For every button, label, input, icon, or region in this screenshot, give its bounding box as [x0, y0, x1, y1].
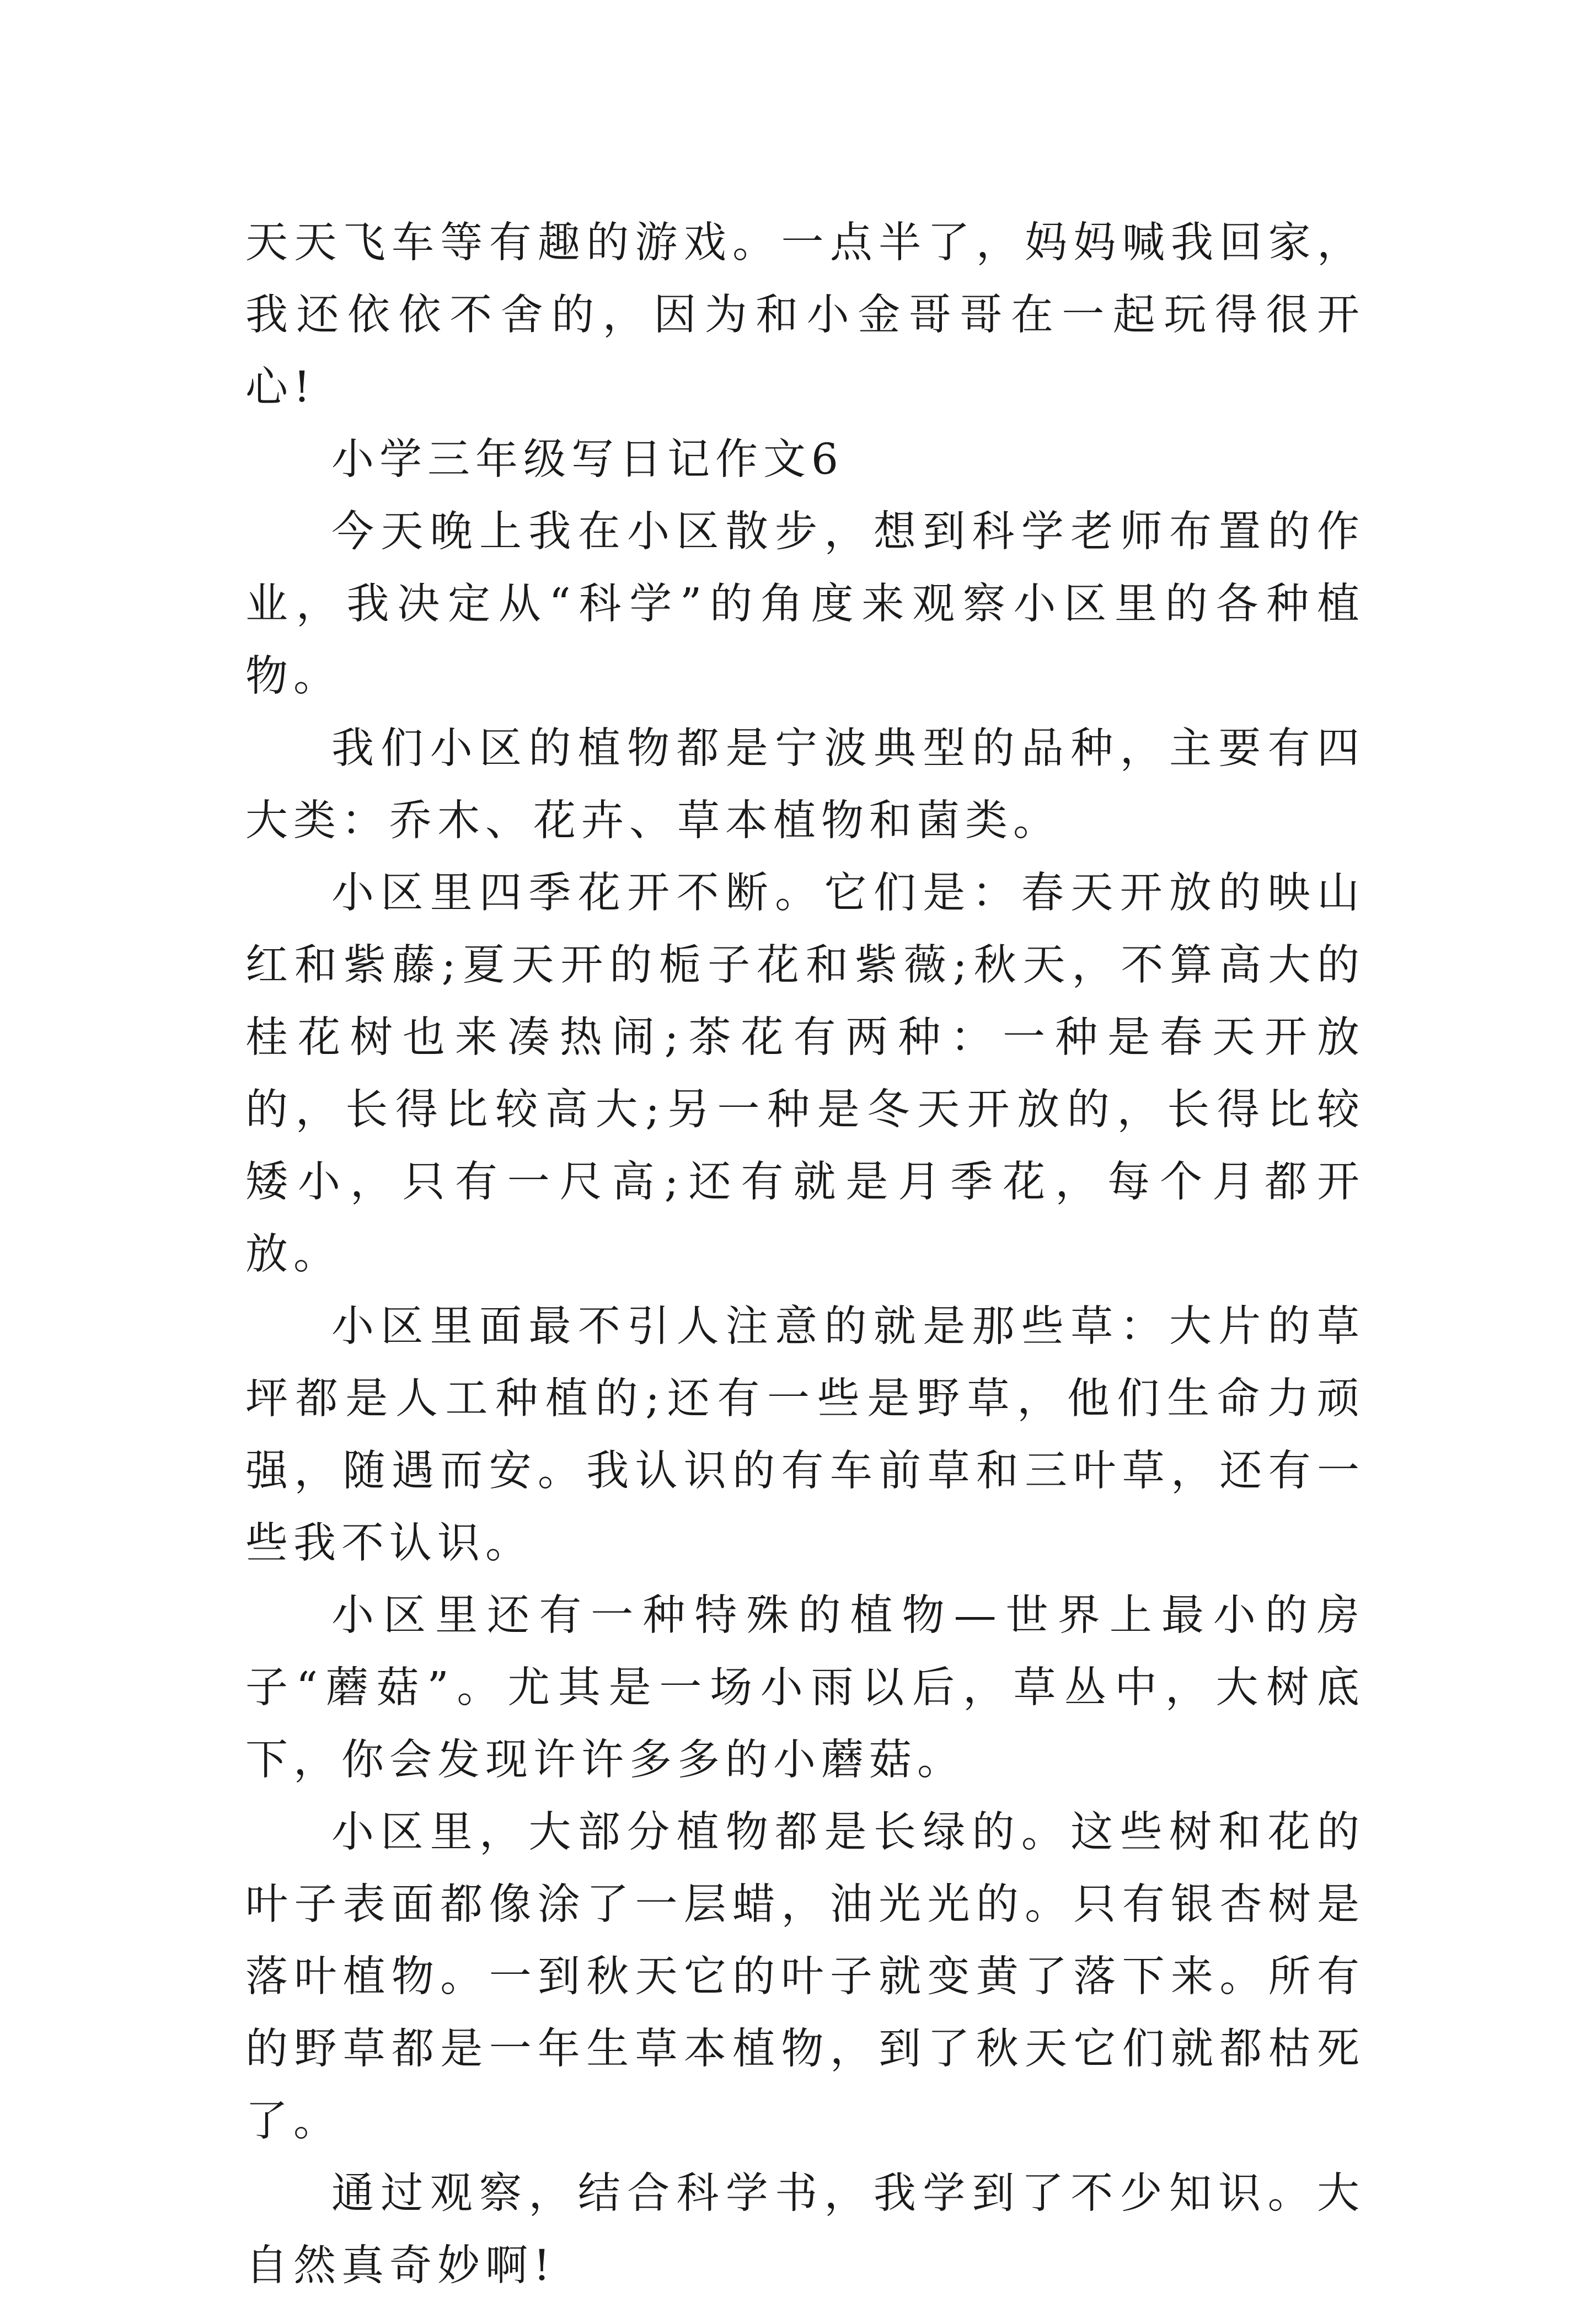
document-body	[245, 207, 1365, 2302]
paragraph: 通过观察，结合科学书，我学到了不少知识。大自然真奇妙啊!	[245, 2169, 1365, 2290]
paragraph: 我们小区的植物都是宁波典型的品种，主要有四大类：乔木、花卉、草本植物和菌类。	[245, 724, 1365, 845]
paragraph: 小区里四季花开不断。它们是：春天开放的映山红和紫藤;夏天开的栀子花和紫薇;秋天，不算高大的桂花树也来凑热闹;茶花有两种：一种是春天开放的，长得比较高大;另一种是冬天开放的，长得比较矮小，只有一尺高;还有就是月季花，每个月都开放。	[245, 869, 1365, 1279]
paragraph: 今天晚上我在小区散步，想到科学老师布置的作业，我决定从“科学”的角度来观察小区里的各种植物。	[245, 507, 1365, 701]
paragraph: 小区里还有一种特殊的植物—世界上最小的房子“蘑菇”。尤其是一场小雨以后，草丛中，大树底下，你会发现许许多多的小蘑菇。	[245, 1591, 1365, 1785]
paragraph: 小区里，大部分植物都是长绿的。这些树和花的叶子表面都像涂了一层蜡，油光光的。只有银杏树是落叶植物。一到秋天它的叶子就变黄了落下来。所有的野草都是一年生草本植物，到了秋天它们就都枯死了。	[245, 1808, 1365, 2146]
continued-paragraph: 天天飞车等有趣的游戏。一点半了，妈妈喊我回家，我还依依不舍的，因为和小金哥哥在一起玩得很开心!	[245, 218, 1365, 412]
paragraph: 小区里面最不引人注意的就是那些草：大片的草坪都是人工种植的;还有一些是野草，他们生命力顽强，随遇而安。我认识的有车前草和三叶草，还有一些我不认识。	[245, 1302, 1365, 1568]
section-title: 小学三年级写日记作文6	[331, 435, 844, 484]
